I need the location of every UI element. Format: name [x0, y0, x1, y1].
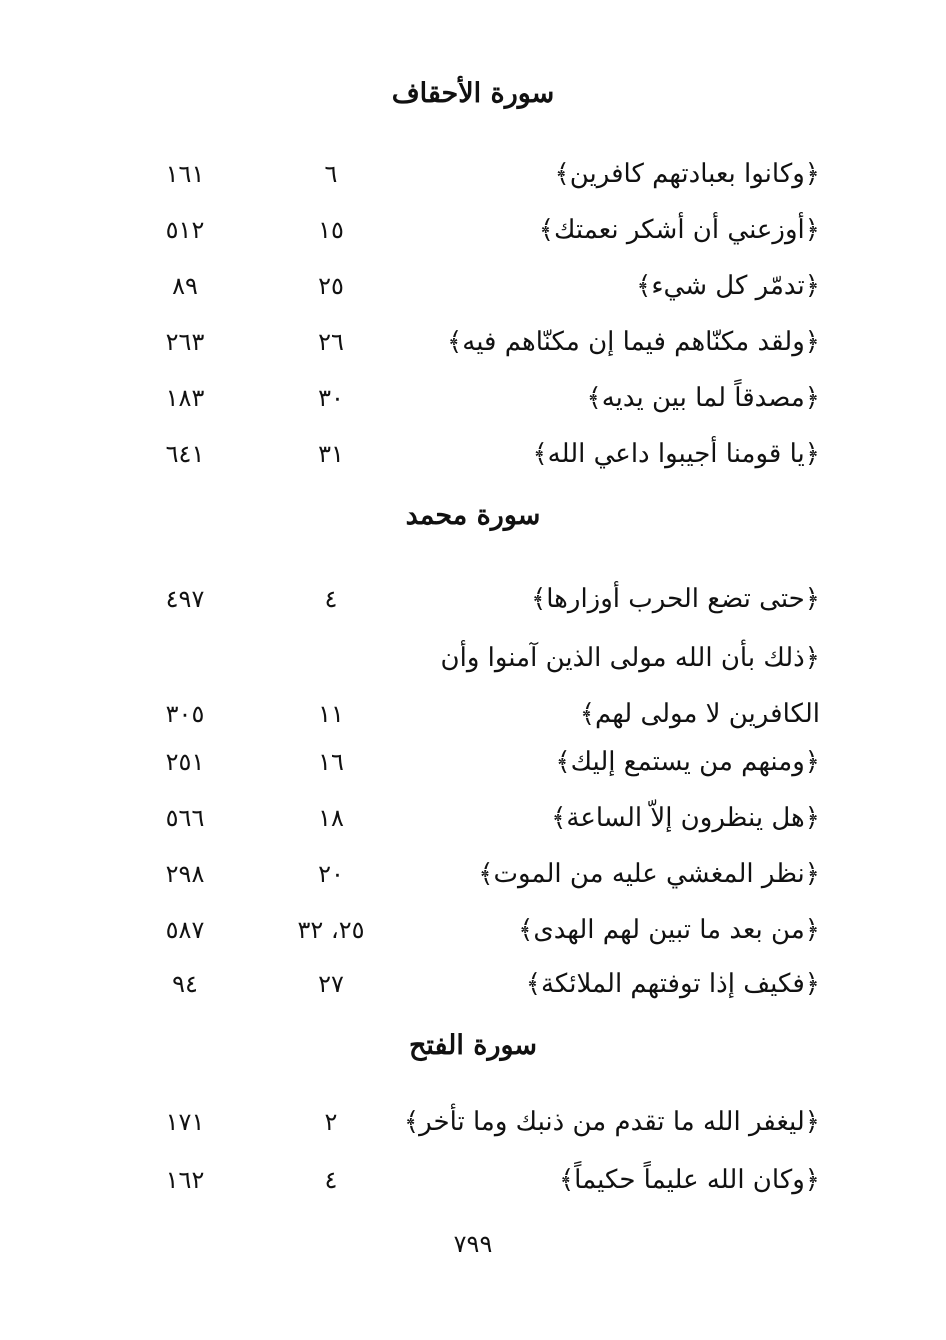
page-reference: ٢٩٨ — [165, 860, 205, 888]
ayah-number: ٢٥ — [318, 272, 344, 300]
page-reference: ٥١٢ — [165, 216, 205, 244]
page-reference: ٢٥١ — [165, 748, 205, 776]
verse-text: ﴿نظر المغشي عليه من الموت﴾ — [478, 859, 820, 889]
ayah-number: ٤ — [324, 585, 338, 613]
page-reference: ٥٦٦ — [165, 804, 205, 832]
verse-text: ﴿ولقد مكنّاهم فيما إن مكنّاهم فيه﴾ — [447, 327, 820, 357]
verse-text: ﴿حتى تضع الحرب أوزارها﴾ — [531, 584, 820, 614]
page-reference: ٩٤ — [172, 970, 198, 998]
verse-text: ﴿ليغفر الله ما تقدم من ذنبك وما تأخر﴾ — [403, 1107, 820, 1137]
verse-text: ﴿وكان الله عليماً حكيماً﴾ — [558, 1165, 820, 1195]
section-title-muhammad: سورة محمد — [405, 500, 541, 531]
index-row — [0, 796, 946, 840]
ayah-number: ١٨ — [318, 804, 344, 832]
page-reference: ٨٩ — [172, 272, 198, 300]
verse-text: ﴿يا قومنا أجيبوا داعي الله﴾ — [532, 439, 820, 469]
index-row — [0, 908, 946, 952]
index-row — [0, 962, 946, 1006]
section-title-ahqaf: سورة الأحقاف — [391, 78, 555, 109]
ayah-number: ٢٥، ٣٢ — [297, 916, 365, 944]
page-reference: ٦٤١ — [165, 440, 205, 468]
page-reference: ٢٦٣ — [165, 328, 205, 356]
ayah-number: ٢٦ — [318, 328, 344, 356]
verse-text: ﴿أوزعني أن أشكر نعمتك﴾ — [538, 215, 820, 245]
index-row — [0, 208, 946, 252]
page-reference: ١٧١ — [165, 1108, 205, 1136]
ayah-number: ٤ — [324, 1166, 338, 1194]
verse-text: ﴿ذلك بأن الله مولى الذين آمنوا وأن الكافرين لا مولى لهم﴾ — [440, 643, 820, 729]
index-row — [0, 577, 946, 621]
verse-text: ﴿مصدقاً لما بين يديه﴾ — [586, 383, 820, 413]
ayah-number: ٢٧ — [318, 970, 344, 998]
index-row — [0, 432, 946, 476]
ayah-number: ١٥ — [318, 216, 344, 244]
index-row — [0, 630, 946, 742]
verse-text: ﴿من بعد ما تبين لهم الهدى﴾ — [518, 915, 820, 945]
page-reference: ١٨٣ — [165, 384, 205, 412]
page-reference: ٥٨٧ — [165, 916, 205, 944]
page-reference: ١٦١ — [165, 160, 205, 188]
index-row — [0, 1158, 946, 1202]
page-reference: ٣٠٥ — [165, 700, 205, 728]
section-title-fath: سورة الفتح — [408, 1030, 538, 1061]
index-row — [0, 1100, 946, 1144]
page-number: ٧٩٩ — [453, 1230, 493, 1258]
index-row — [0, 376, 946, 420]
index-row — [0, 264, 946, 308]
index-row — [0, 320, 946, 364]
verse-text: ﴿وكانوا بعبادتهم كافرين﴾ — [554, 159, 820, 189]
verse-text: ﴿فكيف إذا توفتهم الملائكة﴾ — [525, 969, 820, 999]
index-row — [0, 852, 946, 896]
page-reference: ٤٩٧ — [165, 585, 205, 613]
index-row — [0, 152, 946, 196]
page-reference: ١٦٢ — [165, 1166, 205, 1194]
index-row — [0, 740, 946, 784]
ayah-number: ١٦ — [318, 748, 344, 776]
verse-text: ﴿هل ينظرون إلاّ الساعة﴾ — [551, 803, 820, 833]
ayah-number: ٦ — [324, 160, 338, 188]
ayah-number: ٢٠ — [318, 860, 344, 888]
ayah-number: ١١ — [318, 700, 344, 728]
ayah-number: ٣١ — [318, 440, 344, 468]
ayah-number: ٣٠ — [318, 384, 344, 412]
ayah-number: ٢ — [324, 1108, 338, 1136]
verse-text: ﴿تدمّر كل شيء﴾ — [636, 271, 820, 301]
verse-text: ﴿ومنهم من يستمع إليك﴾ — [555, 747, 820, 777]
